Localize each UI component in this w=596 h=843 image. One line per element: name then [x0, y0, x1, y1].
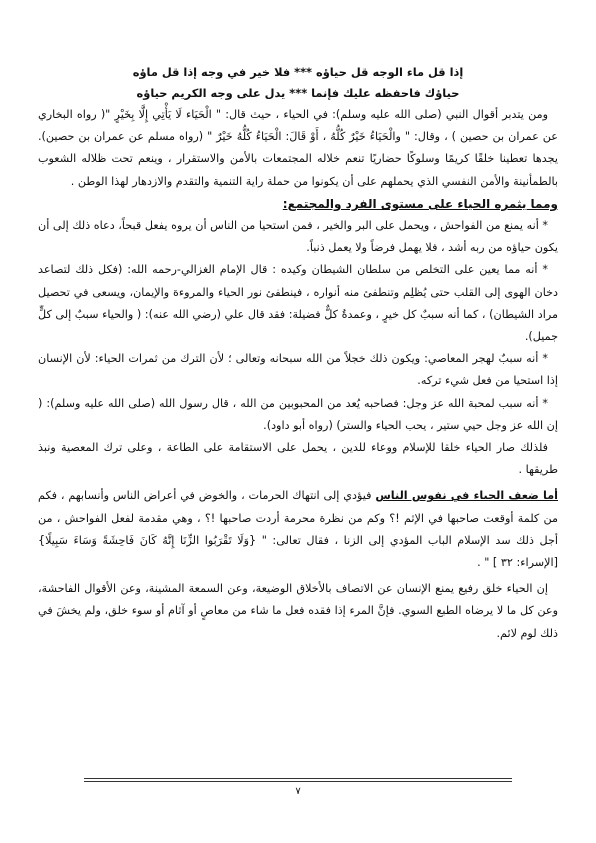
- paragraph: إن الحياء خلق رفيع يمنع الإنسان عن الاتصاف بالأخلاق الوضيعة، وعن السمعة المشينة، وعن الأقوال الفاحشة، وعن كل ما لا يرضاه الطبع السوي. فإنَّ المرء إذا فقده فعل ما شاء من معاصٍ أو آثام أو سوء خلق، ولم يخشَ في ذلك لوم لائم.: [38, 582, 558, 640]
- poem-verses: [0, 62, 596, 104]
- paragraph-lead: أما ضعف الحياء في نفوس الناس: [375, 489, 559, 503]
- paragraph: * أنه يمنع من الفواحش ، ويحمل على البر والخير ، فمن استحيا من الناس أن يروه يفعل قبحاً، دعاه ذلك إلى أن يكون حياؤه من ربه أشد ، فلا يهمل فرضاً ولا يعمل ذنباً.: [38, 219, 558, 255]
- paragraph-rest: فيؤدي إلى انتهاك الحرمات ، والخوض في أعراض الناس وأنسابهم ، فكم من كلمة أوقعت صاحبها في الإثم !؟ وكم من نظرة محرمة أردت صاحبها !؟ ، وهي مقدمة لفعل الفواحش ، من أجل ذلك سد الإسلام الباب المؤدي إلى الزنا ، فقال تعالى: " {وَلَا تَقْرَبُوا الزِّنَا إِنَّهُ كَانَ فَاحِشَةً وَسَاءَ سَبِيلًا} [الإسراء: ٣٢ ] " .: [38, 489, 558, 570]
- body-text: [38, 104, 558, 645]
- paragraph: ومن يتدبر أقوال النبي (صلى الله عليه وسلم): في الحياء ، حيث قال: " الْحَيَاء لَا يَأْتِي إِلَّا بِخَيْرٍ "( رواه البخاري عن عمران بن حصين ) ، وقال: " والْحَيَاءُ خَيْرٌ كُلُّهُ ، أَوْ قَالَ: الْحَيَاءُ كُلُّهُ خَيْرٌ " (رواه مسلم عن عمران بن حصين). يجدها تعطينا خلقًا كريمًا وسلوكًا حضاريًا تنعم خلاله المجتمعات بالأمن والاستقرار ، وينعم تحت ظلاله الشعوب بالطمأنينة والأمن النفسي الذي يحملهم على أن يكونوا من حملة راية التنمية والتقدم والازدهار لهذا الوطن .: [38, 108, 558, 188]
- paragraph: * أنه سبب لمحبة الله عز وجل: فصاحبه يُعد من المحبوبين من الله ، قال رسول الله (صلى الله عليه وسلم): ( إن الله عز وجل حيي ستير ، يحب الحياء والستر) (رواه أبو داود).: [38, 396, 558, 432]
- poem-line: إذا قل ماء الوجه قل حياؤه *** فلا خير في وجه إذا قل ماؤه: [132, 65, 464, 79]
- section-heading: ومما يثمره الحياء على مستوى الفرد والمجتمع:: [282, 196, 558, 211]
- footer-rule: [84, 781, 512, 782]
- poem-line: حياؤك فاحفظه عليك فإنما *** يدل على وجه الكريم حياؤه: [136, 86, 460, 100]
- paragraph: [38, 485, 558, 574]
- paragraph: * أنه مما يعين على التخلص من سلطان الشيطان وكيده : قال الإمام الغزالي-رحمه الله: (فكل ذلك لتصاعد دخان الهوى إلى القلب حتى يُظلِم وتنطفئ منه أنواره ، فينطفئ نور الحياء والمروءة والإيمان، ويسعى في تحصيل مراد الشيطان) ، كما أنه سببٌ كل خيرٍ ، وعمدةُ كلٌّ فضيلة: فقد قال علي (رضي الله عنه): ( والحياء سببٌ إلى كلٍّ جميل).: [38, 263, 558, 344]
- paragraph: * أنه سببٌ لهجر المعاصي: ويكون ذلك خجلاً من الله سبحانه وتعالى ؛ لأن الترك من ثمرات الحياء: لأن الإنسان إذا استحيا من فعل شيء تركه.: [38, 352, 558, 388]
- page-number: ٧: [295, 786, 301, 797]
- footer-rule: [84, 778, 512, 779]
- paragraph: فلذلك صار الحياء خلقا للإسلام ووعاء للدين ، يحمل على الاستقامة على الطاعة ، وعلى ترك المعصية ونبذ طريقها .: [38, 441, 558, 477]
